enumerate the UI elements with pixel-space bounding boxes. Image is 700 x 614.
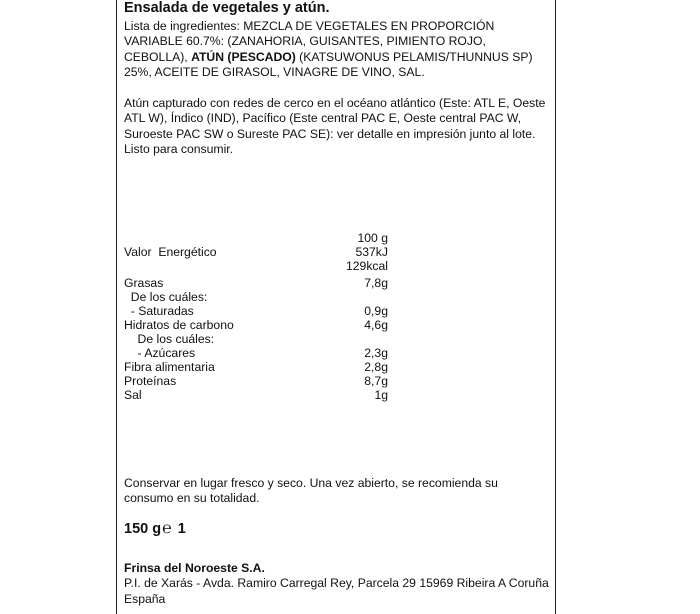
ingredients-allergen: ATÚN (PESCADO) <box>191 49 296 64</box>
nutrient-value: 4,6g <box>364 318 388 333</box>
nutrient-name: Proteínas <box>124 374 177 389</box>
nutrient-value: 7,8g <box>364 276 388 291</box>
nutrient-value: 537kJ <box>355 245 388 260</box>
nutrient-value: 2,3g <box>364 346 388 361</box>
nutrient-name: Sal <box>124 388 142 403</box>
nutrient-name: - Saturadas <box>124 304 194 319</box>
ingredients-list <box>124 19 555 80</box>
nutrient-value: 1g <box>374 388 388 403</box>
company-info <box>124 561 549 607</box>
ingredients-text-2: (KATSUWONUS PELAMIS/THUNNUS SP) 25%, ACEITE DE GIRASOL, VINAGRE DE VINO, SAL. <box>124 49 533 79</box>
nutrient-name: Fibra alimentaria <box>124 360 215 375</box>
nutrient-name: Grasas <box>124 276 164 291</box>
nutrient-name: Valor Energético <box>124 245 217 260</box>
storage-instructions: Conservar en lugar fresco y seco. Una vez abierto, se recomienda su consumo en su totalidad. <box>124 476 498 506</box>
ingredients-text-1: Lista de ingredientes: MEZCLA DE VEGETALES EN PROPORCIÓN VARIABLE 60.7%: (ZANAHORIA, GUISANTES, PIMIENTO ROJO, CEBOLLA), <box>124 19 495 64</box>
ready-to-eat-text: Listo para consumir. <box>124 142 234 157</box>
nutrient-name: De los cuáles: <box>124 332 215 347</box>
company-name: Frinsa del Noroeste S.A. <box>124 561 265 575</box>
nutrient-value: 0,9g <box>364 304 388 319</box>
company-address: P.I. de Xarás - Avda. Ramiro Carregal Rey, Parcela 29 15969 Ribeira A Coruña <box>124 576 549 591</box>
nutrient-value: 129kcal <box>345 259 388 274</box>
nutrient-name: De los cuáles: <box>124 290 208 305</box>
fishing-origin-text: Atún capturado con redes de cerco en el océano atlántico (Este: ATL E, Oeste ATL W), Índico (IND), Pacífico (Este central PAC E, Oeste central PAC W, Suroeste PAC SW o Sureste PAC SE): ver detalle en impresión junto al lote. <box>124 96 546 141</box>
nutrient-name: - Azúcares <box>124 346 196 361</box>
product-title: Ensalada de vegetales y atún. <box>124 0 330 16</box>
product-label <box>116 0 556 614</box>
nutrient-name: Hidratos de carbono <box>124 318 234 333</box>
estimated-sign-icon: ℮ <box>162 520 172 537</box>
nutrition-per-label: 100 g <box>357 231 388 246</box>
nutrition-table <box>124 231 555 411</box>
nutrient-value: 8,7g <box>364 374 388 389</box>
net-weight-count: 1 <box>177 521 186 537</box>
net-weight <box>124 521 186 537</box>
net-weight-amount: 150 g <box>124 521 162 537</box>
nutrient-value: 2,8g <box>364 360 388 375</box>
company-country: España <box>124 591 166 606</box>
